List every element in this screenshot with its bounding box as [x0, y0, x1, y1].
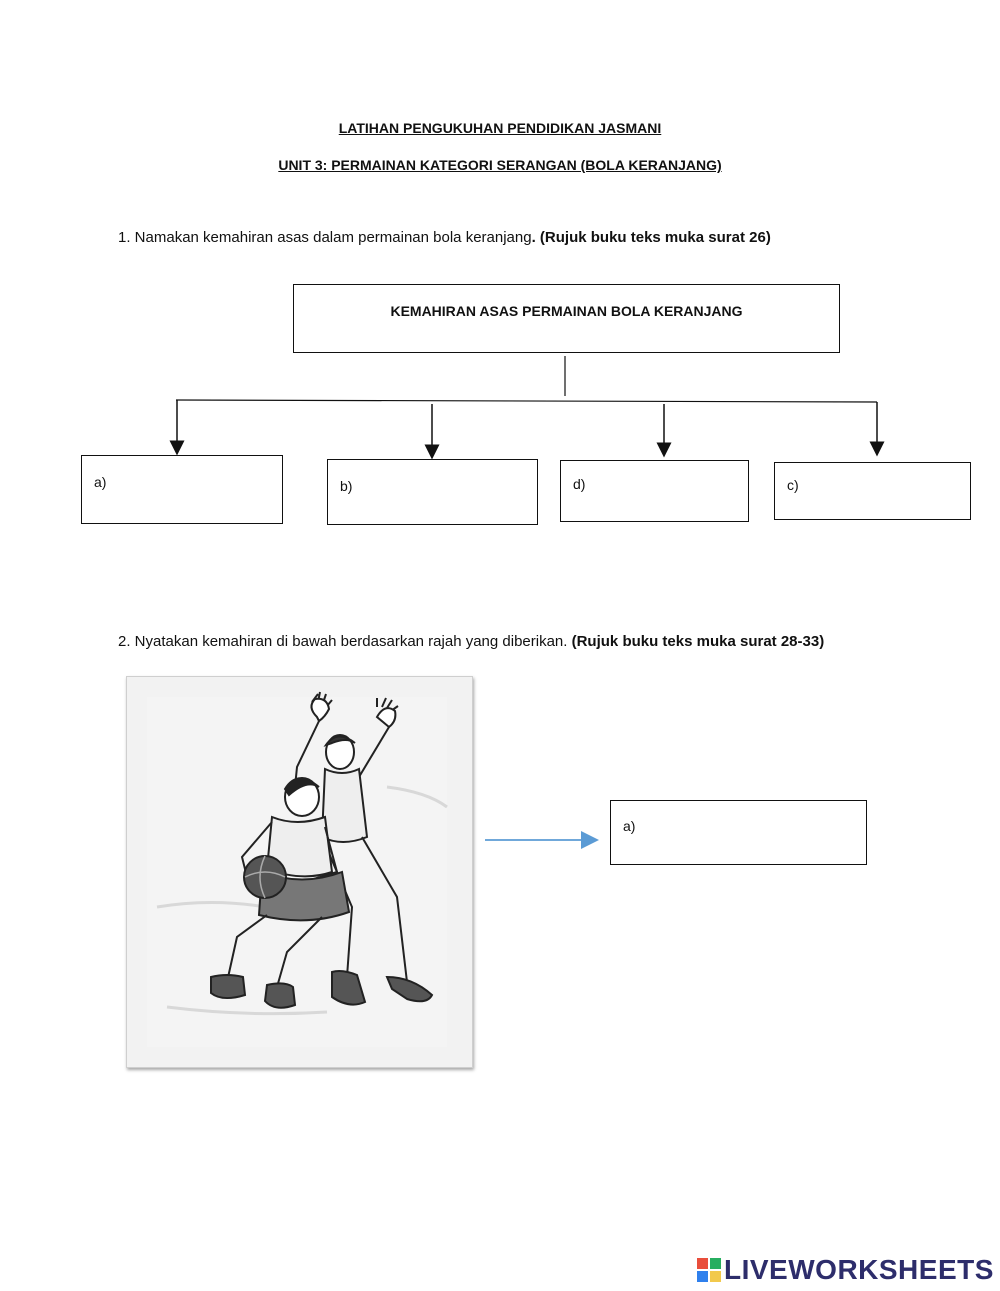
- liveworksheets-logo[interactable]: [697, 1255, 994, 1285]
- basketball-players-figure: [126, 676, 473, 1068]
- answer-input-q2[interactable]: [647, 815, 858, 843]
- basketball-players-illustration: [127, 677, 472, 1067]
- answer-input-a[interactable]: [118, 470, 274, 498]
- answer-label-d: d): [573, 476, 586, 492]
- answer-box-b: [327, 459, 538, 525]
- page-subtitle: UNIT 3: PERMAINAN KATEGORI SERANGAN (BOLA KERANJANG): [278, 157, 722, 173]
- answer-box-q2: [610, 800, 867, 865]
- answer-box-d: [560, 460, 749, 522]
- basketball-icon: [244, 856, 286, 898]
- pointer-arrow-icon: [480, 830, 600, 850]
- question-1-text: 1. Namakan kemahiran asas dalam permainan bola keranjang: [118, 229, 532, 246]
- root-skill-label: KEMAHIRAN ASAS PERMAINAN BOLA KERANJANG: [390, 303, 743, 319]
- answer-input-c[interactable]: [811, 477, 962, 505]
- answer-label-q2: a): [623, 818, 636, 834]
- answer-input-b[interactable]: [364, 474, 529, 502]
- logo-text: LIVEWORKSHEETS: [724, 1254, 994, 1285]
- answer-box-a: [81, 455, 283, 524]
- branch-line: [176, 400, 877, 402]
- answer-label-b: b): [340, 478, 353, 494]
- question-2-reference: (Rujuk buku teks muka surat 28-33): [571, 633, 825, 650]
- answer-box-c: [774, 462, 971, 520]
- question-2-text: 2. Nyatakan kemahiran di bawah berdasarkan rajah yang diberikan.: [118, 633, 572, 650]
- question-2: [118, 633, 824, 650]
- answer-label-a: a): [94, 474, 107, 490]
- page-title: LATIHAN PENGUKUHAN PENDIDIKAN JASMANI: [338, 120, 662, 136]
- answer-label-c: c): [787, 477, 799, 493]
- liveworksheets-logo-icon: [697, 1258, 721, 1282]
- answer-input-d[interactable]: [597, 475, 740, 503]
- question-1-reference: . (Rujuk buku teks muka surat 26): [531, 229, 771, 246]
